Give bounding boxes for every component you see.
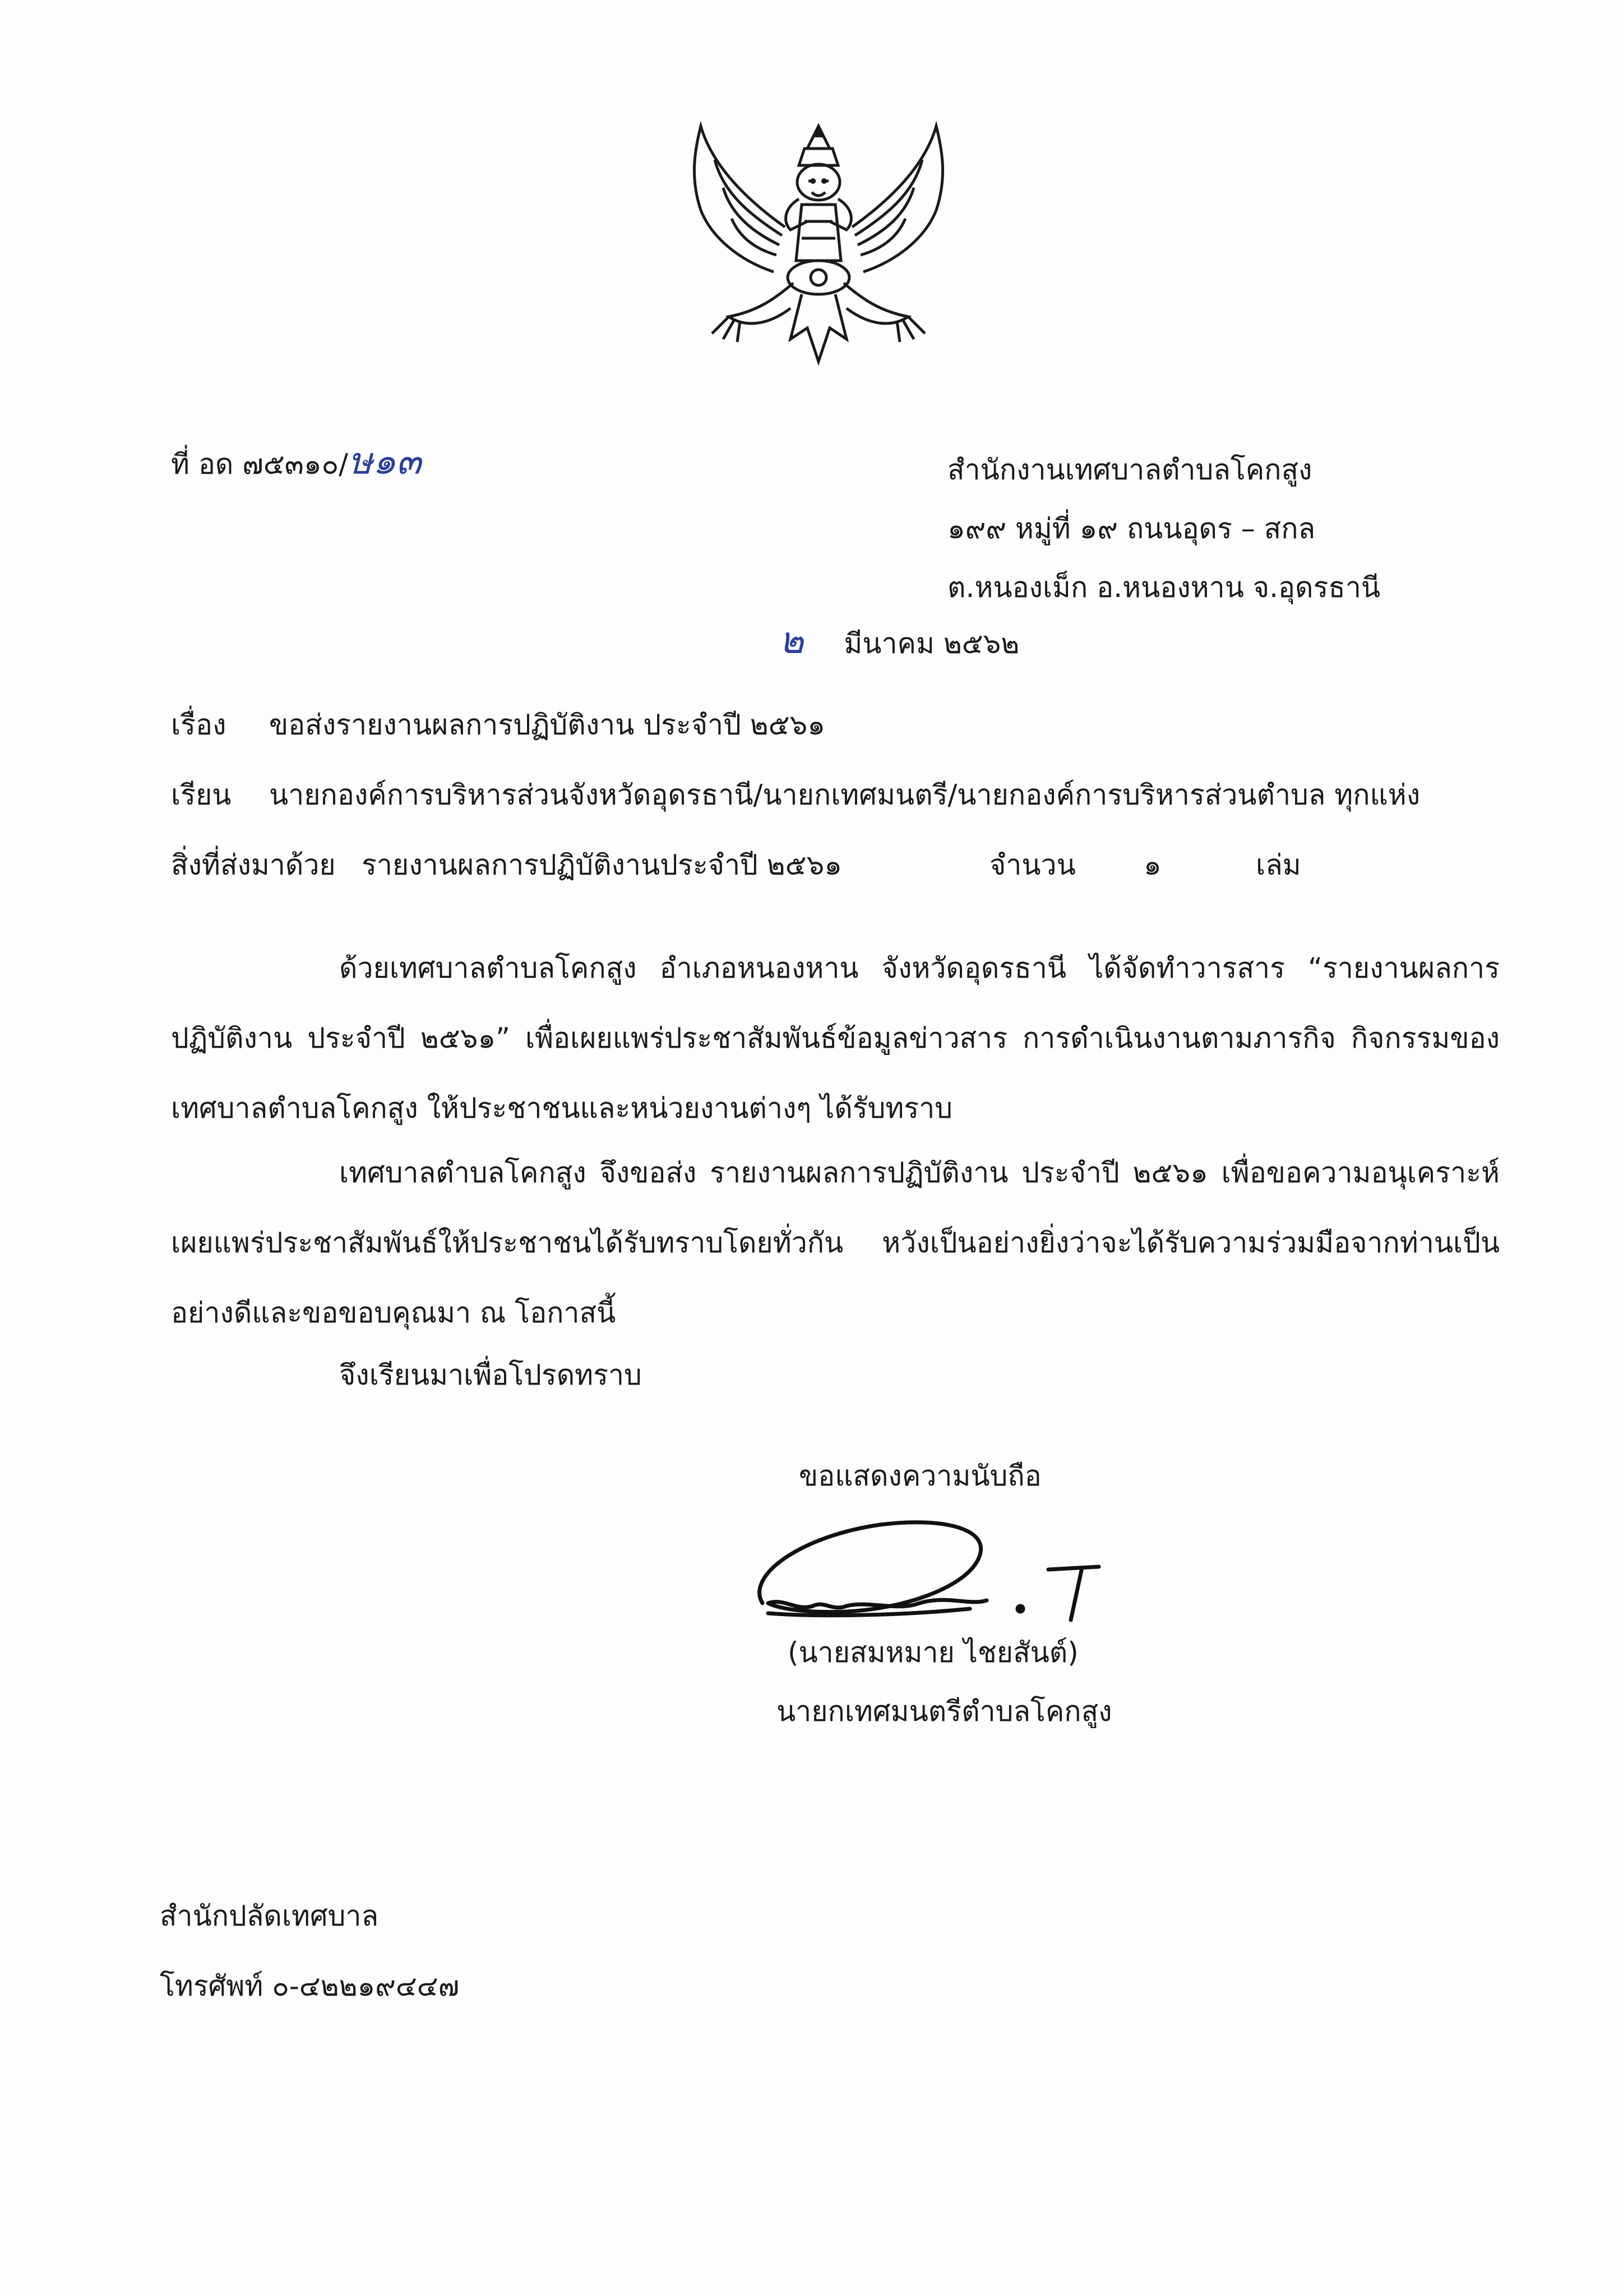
recipient-label: เรียน — [171, 779, 232, 811]
handwritten-signature — [734, 1491, 1149, 1648]
date-day-handwritten: ๒ — [779, 619, 804, 662]
office-address-line2: ต.หนองเม็ก อ.หนองหาน จ.อุดรธานี — [947, 571, 1381, 604]
signer-title: นายกเทศมนตรีตำบลโคกสูง — [776, 1695, 1112, 1728]
body-paragraph-2-text: เทศบาลตำบลโคกสูง จึงขอส่ง รายงานผลการปฏิบัติงาน ประจำปี ๒๕๖๑ เพื่อขอความอนุเคราะห์เผยแพร่ประชาสัมพันธ์ให้ประชาชนได้รับทราบโดยทั่วกัน หวังเป็นอย่างยิ่งว่าจะได้รับความร่วมมือจากท่านเป็นอย่างดีและขอขอบคุณมา ณ โอกาสนี้ — [171, 1156, 1500, 1329]
closing-request: จึงเรียนมาเพื่อโปรดทราบ — [339, 1359, 642, 1391]
office-name: สำนักงานเทศบาลตำบลโคกสูง — [947, 453, 1312, 486]
reference-number — [171, 439, 422, 483]
footer-department: สำนักปลัดเทศบาล — [160, 1900, 379, 1932]
body-paragraph-1 — [171, 933, 1500, 1144]
signer-name: (นายสมหมาย ไชยสันต์) — [788, 1636, 1079, 1669]
reference-handwritten: ษ๑๓ — [348, 439, 422, 483]
closing-salutation: ขอแสดงความนับถือ — [799, 1460, 1042, 1492]
enclosure-label: สิ่งที่ส่งมาด้วย — [171, 849, 336, 881]
date-month-year: มีนาคม ๒๕๖๒ — [844, 627, 1020, 660]
letter-date — [779, 619, 1020, 662]
enclosure-count-label: จำนวน — [989, 849, 1076, 881]
subject-text: ขอส่งรายงานผลการปฏิบัติงาน ประจำปี ๒๕๖๑ — [269, 709, 825, 741]
office-address-line1: ๑๙๙ หมู่ที่ ๑๙ ถนนอุดร – สกล — [947, 512, 1316, 545]
reference-prefix: ที่ อด ๗๕๓๑๐/ — [171, 448, 348, 480]
body-paragraph-1-text: ด้วยเทศบาลตำบลโคกสูง อำเภอหนองหาน จังหวัดอุดรธานี ได้จัดทำวารสาร “รายงานผลการปฏิบัติงาน ประจำปี ๒๕๖๑” เพื่อเผยแพร่ประชาสัมพันธ์ข้อมูลข่าวสาร การดำเนินงานตามภารกิจ กิจกรรมของเทศบาลตำบลโคกสูง ให้ประชาชนและหน่วยงานต่างๆ ได้รับทราบ — [171, 952, 1500, 1124]
subject-label: เรื่อง — [171, 709, 226, 741]
body-paragraph-2 — [171, 1138, 1500, 1348]
recipient-text: นายกองค์การบริหารส่วนจังหวัดอุดรธานี/นายกเทศมนตรี/นายกองค์การบริหารส่วนตำบล ทุกแห่ง — [269, 779, 1421, 811]
footer-phone: โทรศัพท์ ๐-๔๒๒๑๙๔๔๗ — [160, 1970, 460, 2002]
enclosure-unit: เล่ม — [1256, 849, 1301, 881]
garuda-emblem-icon — [662, 115, 975, 378]
enclosure-count-value: ๑ — [1144, 849, 1162, 881]
enclosure-text: รายงานผลการปฏิบัติงานประจำปี ๒๕๖๑ — [362, 849, 842, 881]
